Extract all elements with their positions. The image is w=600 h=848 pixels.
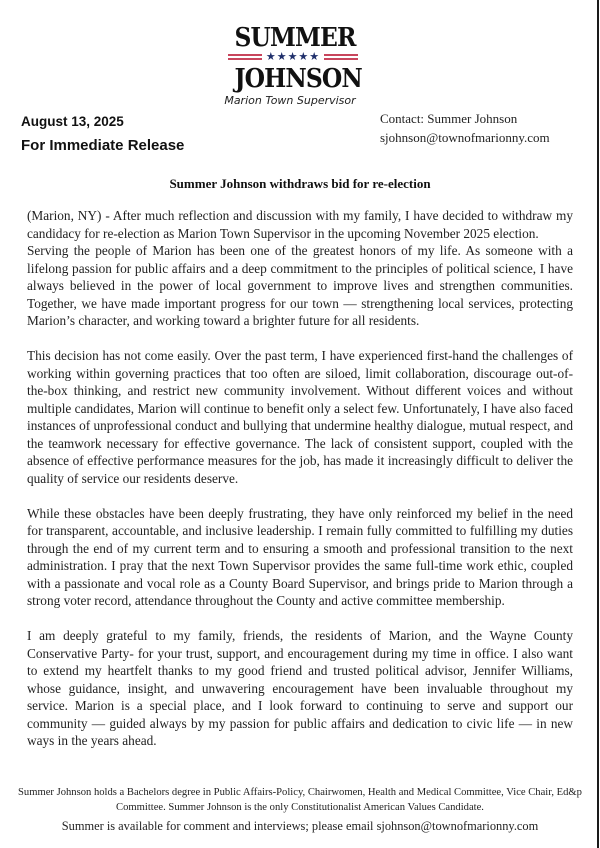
page-edge-border	[597, 0, 599, 848]
stars-icon: ★★★★★	[265, 50, 321, 63]
headline: Summer Johnson withdraws bid for re-election	[169, 176, 431, 191]
flag-stripes-left-icon	[228, 54, 262, 62]
contact-name: Contact: Summer Johnson	[380, 111, 518, 126]
release-date: August 13, 2025	[21, 114, 124, 129]
body-paragraph-serving: Serving the people of Marion has been one of the greatest honors of my life. As someone with a lifelong passion for public affairs and a deep commitment to the principles of political science, I have always believed in the power of local government to improve lives and strengthen communities. Together, we have made important progress for our town — strengthening local services, protecting Marion’s character, and working toward a brighter future for all residents.	[27, 243, 573, 328]
contact-block	[380, 109, 550, 147]
contact-email: sjohnson@townofmarionny.com	[380, 130, 550, 145]
body-paragraph-gratitude: I am deeply grateful to my family, friends, the residents of Marion, and the Wayne County Conservative Party- for your trust, support, and encouragement during my time in office. I also want to extend my heartfelt thanks to my good friend and trusted political advisor, Jennifer Williams, whose guidance, insight, and unwavering encouragement have been invaluable throughout my service. Marion is a special place, and I look forward to continuing to serve and support our community — guided always by my passion for public affairs and dedication to civic life — in new ways in the years ahead.	[27, 628, 573, 748]
flag-stripes-right-icon	[324, 54, 358, 62]
footer	[0, 785, 600, 835]
release-body	[27, 207, 573, 750]
body-paragraph-decision: This decision has not come easily. Over the past term, I have experienced first-hand the challenges of working within governing practices that too often are siloed, limit collaboration, discourage out-of-the-box thinking, and restrict new community involvement. Without different voices and without multiple candidates, Marion will continue to benefit only a select few. Unfortunately, I have also faced instances of unprofessional conduct and bullying that undermine healthy dialogue, mutual respect, and the teamwork necessary for effective governance. The lack of consistent support, coupled with the absence of effective performance measures for the job, has made it increasingly difficult to deliver the quality of service our residents deserve.	[27, 348, 573, 486]
logo-last-name: JOHNSON	[234, 64, 362, 94]
footer-bio: Summer Johnson holds a Bachelors degree in Public Affairs-Policy, Chairwomen, Health and Medical Committee, Vice Chair, Ed&p Committee. Summer Johnson is the only Constitutionalist American Values Candidate.	[18, 787, 582, 813]
campaign-logo	[224, 23, 362, 107]
body-paragraph-obstacles: While these obstacles have been deeply frustrating, they have only reinforced my belief in the need for transparent, accountable, and inclusive leadership. I remain fully committed to fulfilling my duties through the end of my current term and to ensuring a smooth and professional transition to the next administration. I pray that the next Town Supervisor provides the same full-time work ethic, coupled with a passionate and vocal role as a County Board Supervisor, and brings pride to Marion through a strong voter record, attendance throughout the County and active committee membership.	[27, 505, 573, 608]
release-type: For Immediate Release	[21, 137, 185, 154]
footer-availability: Summer is available for comment and interviews; please email sjohnson@townofmarionny.com	[61, 819, 539, 833]
logo-subtitle: Marion Town Supervisor	[224, 94, 356, 107]
body-paragraph-intro: (Marion, NY) - After much reflection and discussion with my family, I have decided to withdraw my candidacy for re-election as Marion Town Supervisor in the upcoming November 2025 election.	[27, 208, 573, 241]
logo-first-name: SUMMER	[234, 23, 356, 53]
logo-flag-band	[228, 51, 358, 65]
